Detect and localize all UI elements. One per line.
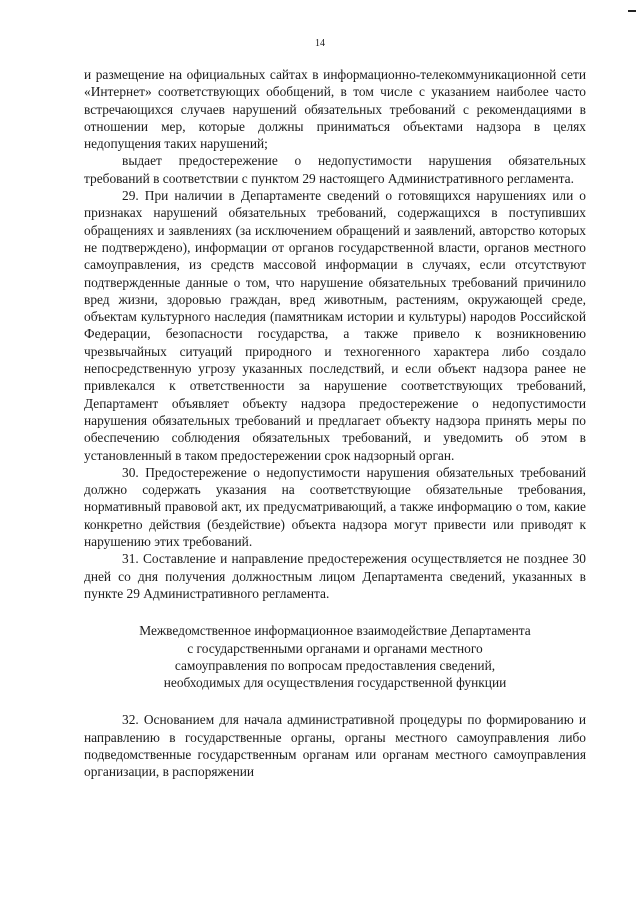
page-number: 14 xyxy=(315,38,325,49)
section-heading-line-1: Межведомственное информационное взаимодействие Департамента xyxy=(139,623,531,639)
document-body xyxy=(84,66,586,781)
section-heading-line-4: необходимых для осуществления государственной функции xyxy=(163,675,507,691)
section-heading xyxy=(84,622,586,691)
paragraph-29: 29. При наличии в Департаменте сведений о готовящихся нарушениях или о признаках нарушений обязательных требований, содержащихся в поступивших обращениях и заявлениях (за исключением обращений и заявлений, авторство которых не подтверждено), информации от органов государственной власти, органов местного самоуправления, из средств массовой информации в случаях, если отсутствуют подтвержденные данные о том, что нарушение обязательных требований причинило вред жизни, здоровью граждан, вред животным, растениям, окружающей среде, объектам культурного наследия (памятникам истории и культуры) народов Российской Федерации, безопасности государства, а также привело к возникновению чрезвычайных ситуаций природного и техногенного характера либо создало непосредственную угрозу указанных последствий, и если объект надзора ранее не привлекался к ответственности за нарушение соответствующих требований, Департамент объявляет объекту надзора предостережение о недопустимости нарушения обязательных требований и предлагает объекту надзора принять меры по обеспечению соблюдения обязательных требований, и уведомить об этом в установленный в таком предостережении срок надзорный орган. xyxy=(84,188,586,463)
section-heading-line-3: самоуправления по вопросам предоставления сведений, xyxy=(174,657,496,673)
paragraph-32: 32. Основанием для начала административной процедуры по формированию и направлению в государственные органы, органы местного самоуправления либо подведомственные государственным органам или органам местного самоуправления организации, в распоряжении xyxy=(84,712,586,780)
scan-edge-mark xyxy=(628,10,636,12)
section-heading-line-2: с государственными органами и органами местного xyxy=(187,640,483,656)
paragraph-continuation: и размещение на официальных сайтах в информационно-телекоммуникационной сети «Интернет» соответствующих обобщений, в том числе с указанием наиболее часто встречающихся случаев нарушений обязательных требований с рекомендациями в отношении мер, которые должны приниматься объектами надзора в целях недопущения таких нарушений; xyxy=(84,67,586,152)
paragraph-warning: выдает предостережение о недопустимости нарушения обязательных требований в соответствии с пунктом 29 настоящего Административного регламента. xyxy=(84,153,586,186)
paragraph-30: 30. Предостережение о недопустимости нарушения обязательных требований должно содержать указания на соответствующие обязательные требования, нормативный правовой акт, их предусматривающий, а также информацию о том, какие конкретно действия (бездействие) объекта надзора могут привести или приводят к нарушению этих требований. xyxy=(84,464,586,550)
paragraph-31: 31. Составление и направление предостережения осуществляется не позднее 30 дней со дня получения должностным лицом Департамента сведений, указанных в пункте 29 Административного регламента. xyxy=(84,551,586,601)
